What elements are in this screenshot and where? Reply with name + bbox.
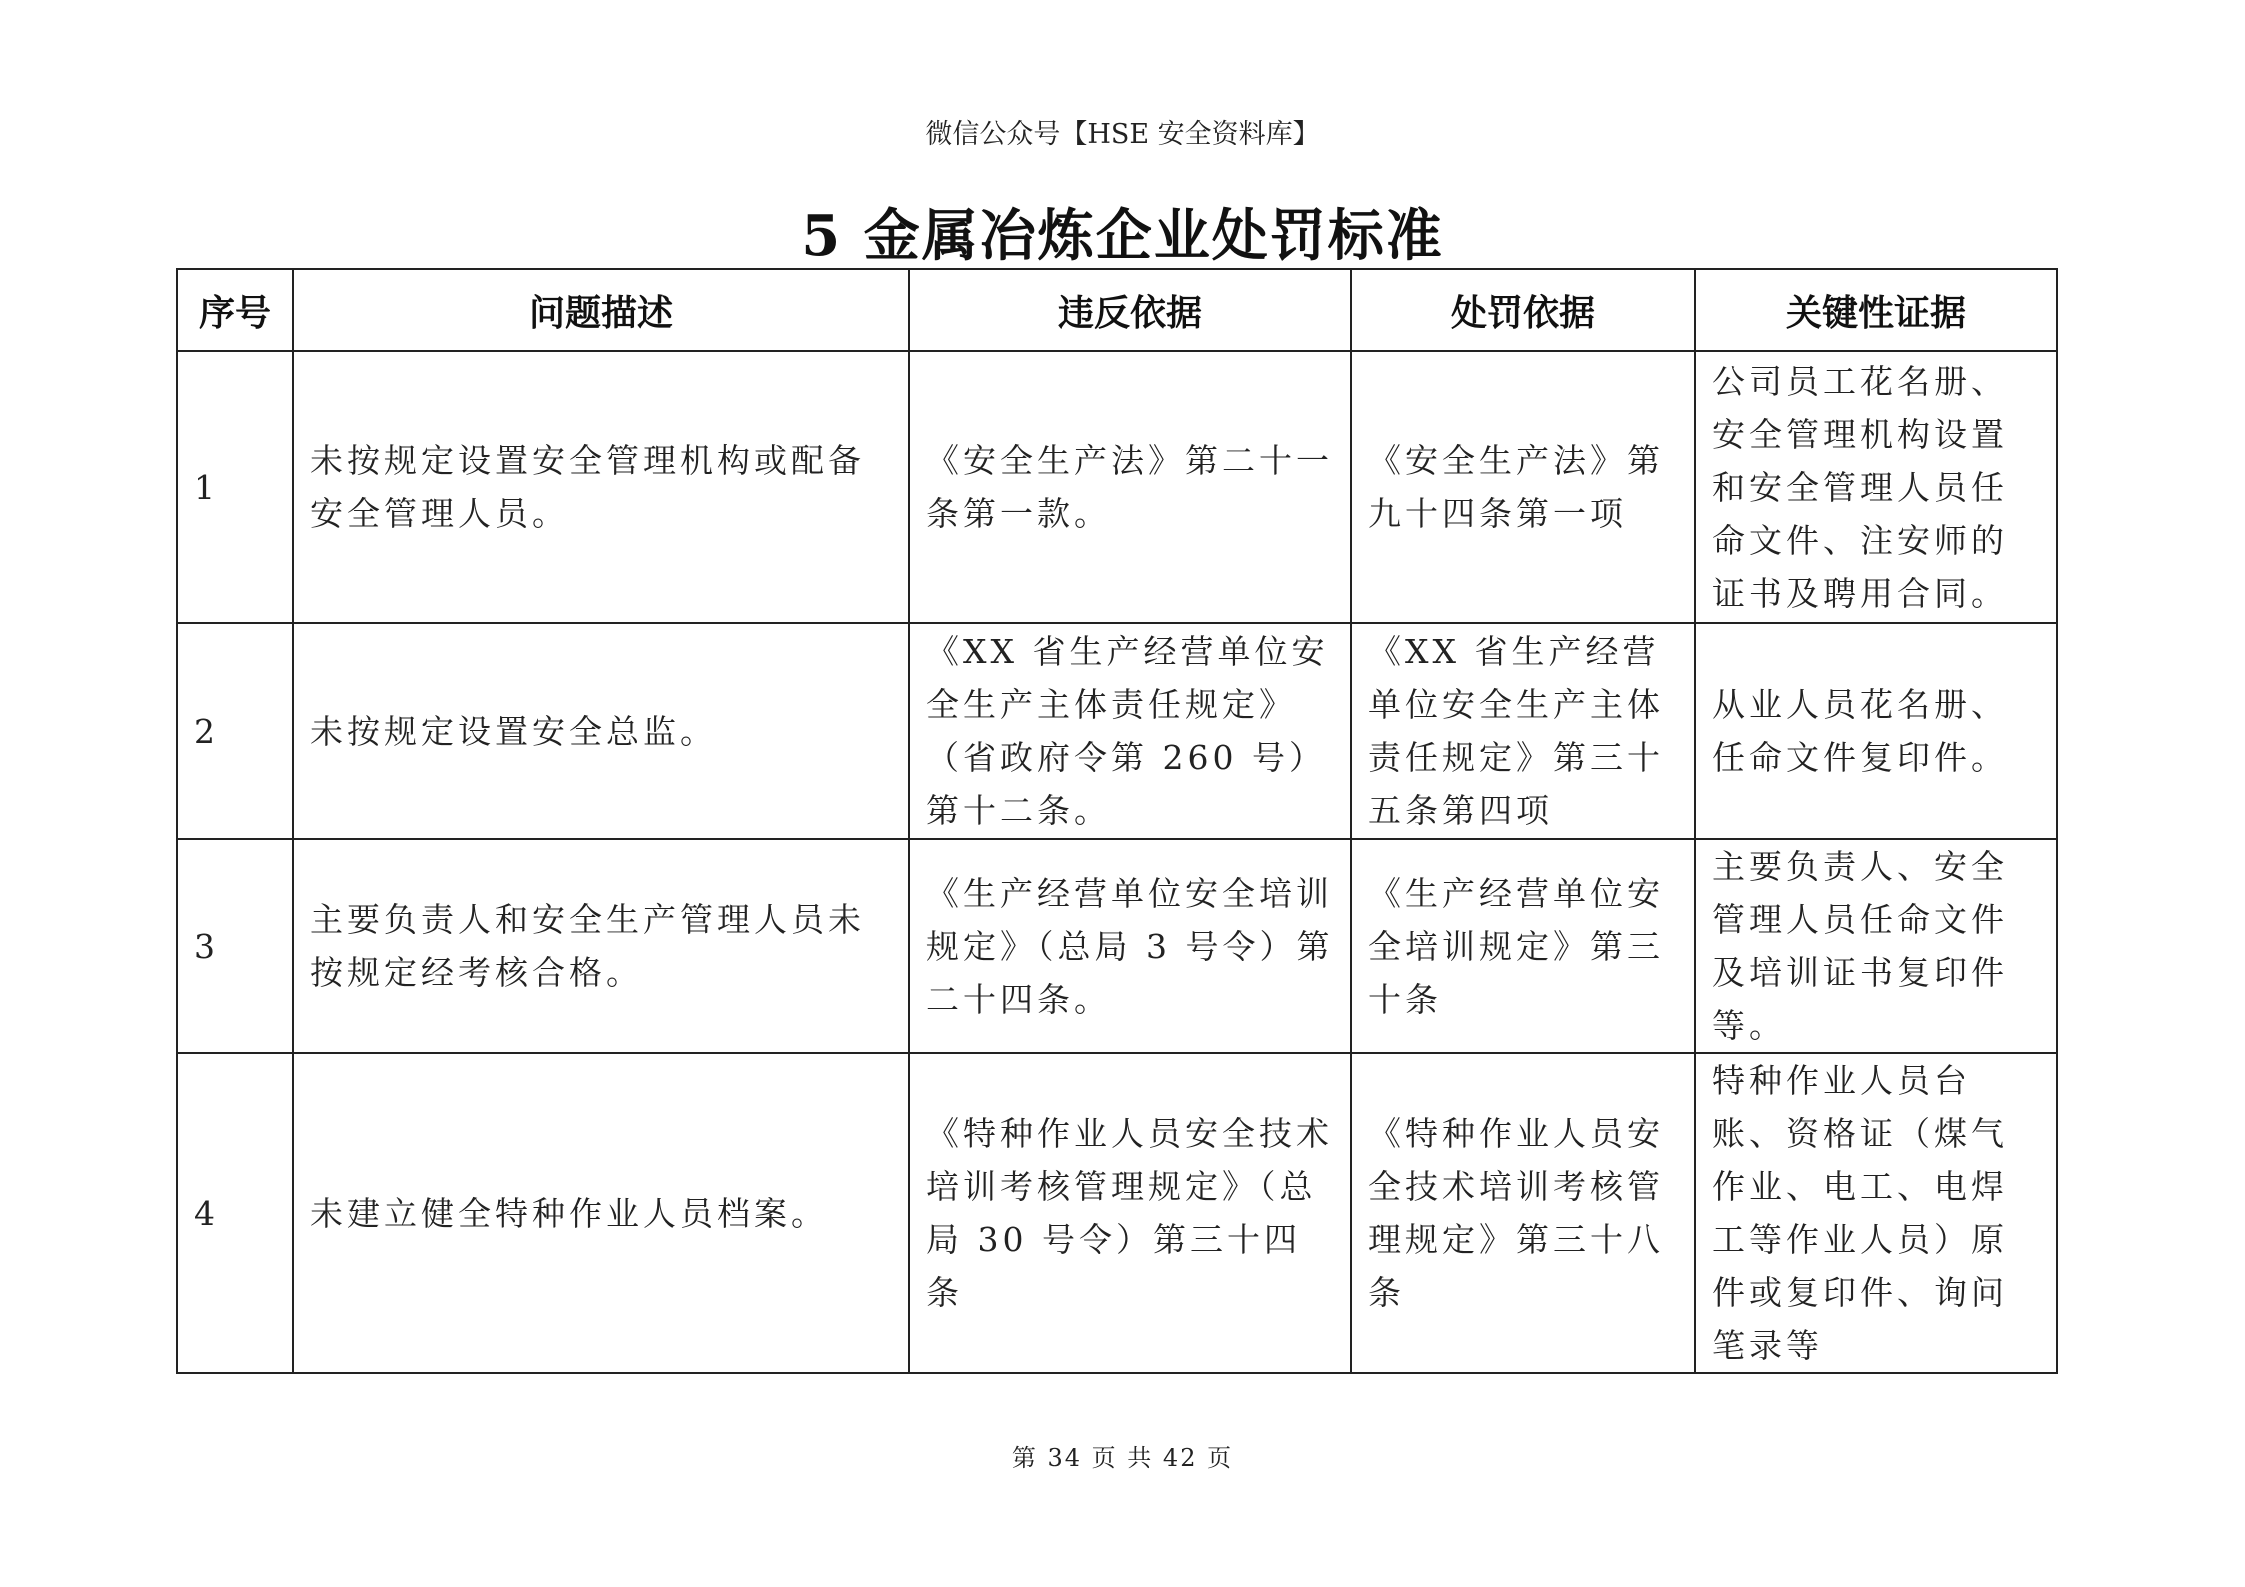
table-header-row xyxy=(177,269,2057,351)
penalty-standards-table xyxy=(176,268,2058,1374)
cell-problem: 未按规定设置安全管理机构或配备安全管理人员。 xyxy=(293,351,909,623)
column-header-key-evidence: 关键性证据 xyxy=(1695,269,2057,351)
table-row xyxy=(177,1053,2057,1373)
column-header-seq: 序号 xyxy=(177,269,293,351)
cell-penalty-basis: 《特种作业人员安全技术培训考核管理规定》第三十八条 xyxy=(1351,1053,1695,1373)
cell-problem: 未建立健全特种作业人员档案。 xyxy=(293,1053,909,1373)
cell-violation-basis: 《XX 省生产经营单位安全生产主体责任规定》（省政府令第 260 号）第十二条。 xyxy=(909,623,1351,839)
cell-key-evidence: 公司员工花名册、安全管理机构设置和安全管理人员任命文件、注安师的证书及聘用合同。 xyxy=(1695,351,2057,623)
cell-key-evidence: 从业人员花名册、任命文件复印件。 xyxy=(1695,623,2057,839)
cell-seq: 2 xyxy=(177,623,293,839)
cell-penalty-basis: 《安全生产法》第九十四条第一项 xyxy=(1351,351,1695,623)
document-title: 5 金属冶炼企业处罚标准 xyxy=(801,203,1444,269)
cell-seq: 3 xyxy=(177,839,293,1053)
page-header: 微信公众号【HSE 安全资料库】 xyxy=(925,119,1320,150)
table-row xyxy=(177,351,2057,623)
cell-key-evidence: 特种作业人员台账、资格证（煤气作业、电工、电焊工等作业人员）原件或复印件、询问笔录等 xyxy=(1695,1053,2057,1373)
column-header-problem: 问题描述 xyxy=(293,269,909,351)
cell-seq: 1 xyxy=(177,351,293,623)
table-row xyxy=(177,623,2057,839)
cell-violation-basis: 《安全生产法》第二十一条第一款。 xyxy=(909,351,1351,623)
cell-violation-basis: 《生产经营单位安全培训规定》（总局 3 号令）第二十四条。 xyxy=(909,839,1351,1053)
table-row xyxy=(177,839,2057,1053)
cell-key-evidence: 主要负责人、安全管理人员任命文件及培训证书复印件等。 xyxy=(1695,839,2057,1053)
cell-penalty-basis: 《生产经营单位安全培训规定》第三十条 xyxy=(1351,839,1695,1053)
cell-problem: 主要负责人和安全生产管理人员未按规定经考核合格。 xyxy=(293,839,909,1053)
cell-seq: 4 xyxy=(177,1053,293,1373)
page-footer: 第 34 页 共 42 页 xyxy=(1011,1444,1234,1472)
cell-problem: 未按规定设置安全总监。 xyxy=(293,623,909,839)
cell-penalty-basis: 《XX 省生产经营单位安全生产主体责任规定》第三十五条第四项 xyxy=(1351,623,1695,839)
column-header-penalty-basis: 处罚依据 xyxy=(1351,269,1695,351)
column-header-violation-basis: 违反依据 xyxy=(909,269,1351,351)
cell-violation-basis: 《特种作业人员安全技术培训考核管理规定》（总局 30 号令）第三十四条 xyxy=(909,1053,1351,1373)
